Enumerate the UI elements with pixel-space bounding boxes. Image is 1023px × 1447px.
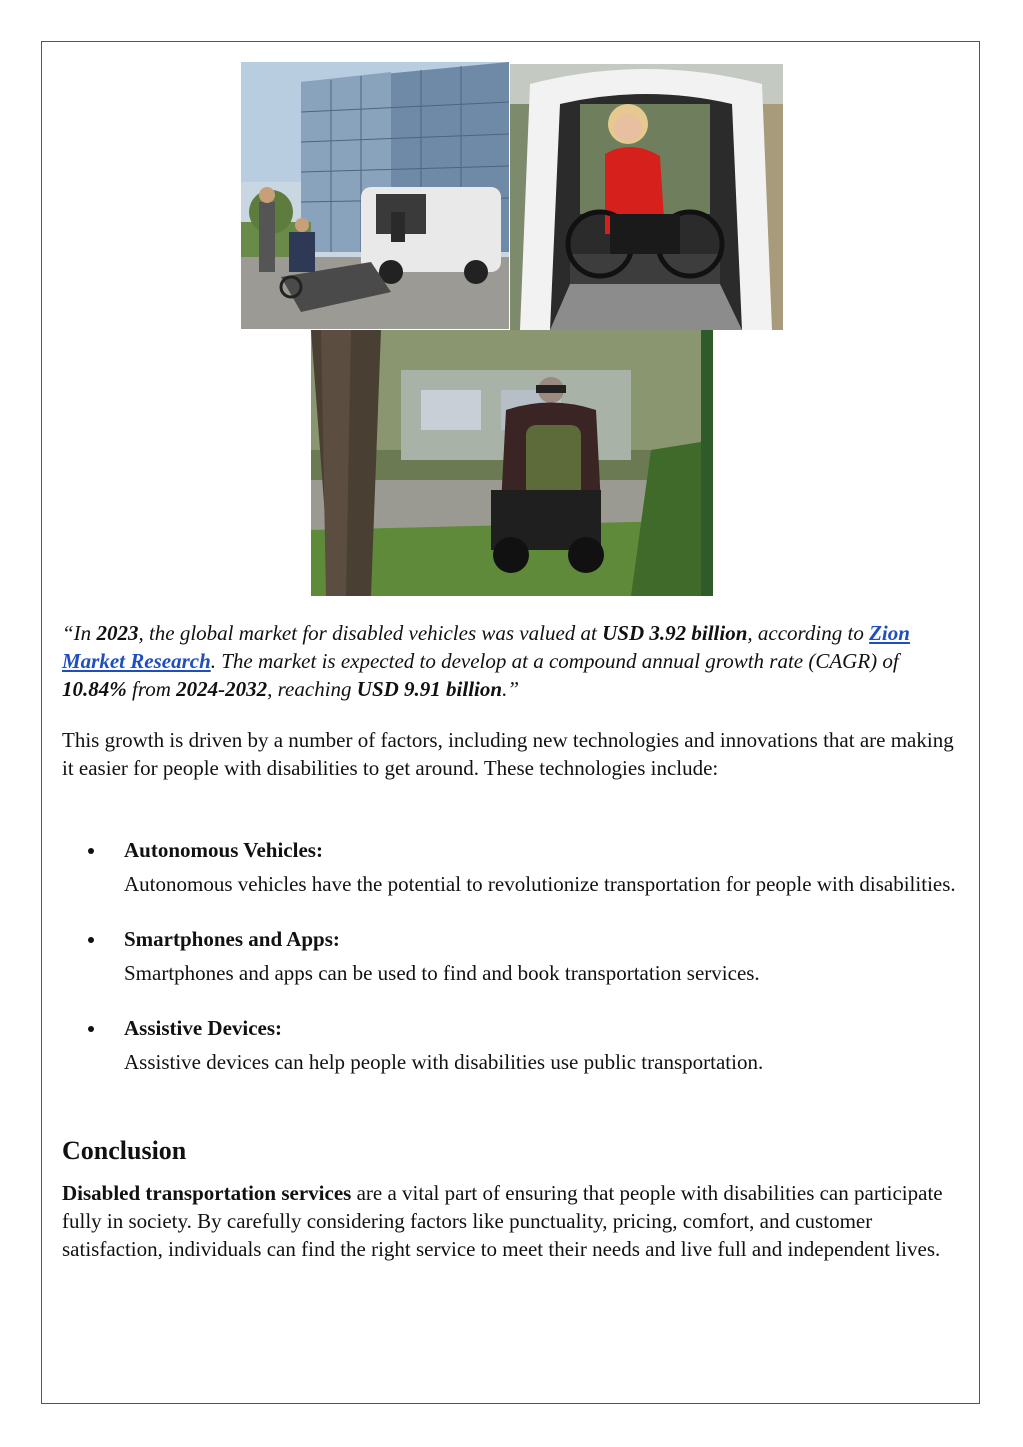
list-item-title: Smartphones and Apps:: [124, 927, 340, 951]
quote-year: 2023: [96, 621, 139, 645]
conclusion-heading: Conclusion: [62, 1136, 187, 1165]
list-item: [62, 1014, 967, 1076]
list-item-description: Smartphones and apps can be used to find and book transportation services.: [124, 961, 760, 985]
quote-period: 2024-2032: [176, 677, 268, 701]
bullet-icon: [88, 848, 94, 854]
van-ramp-photo: [241, 62, 509, 329]
list-item-title: Autonomous Vehicles:: [124, 838, 323, 862]
list-item: [62, 836, 967, 898]
list-item-description: Assistive devices can help people with disabilities use public transportation.: [124, 1050, 764, 1074]
car-rear-entry-photo: [510, 64, 783, 330]
quote-text: , reaching: [267, 677, 357, 701]
conclusion-paragraph: [62, 1179, 967, 1263]
zion-market-research-link[interactable]: Zion Market Research: [62, 621, 910, 673]
quote-text: “In: [62, 621, 97, 645]
power-wheelchair-park-icon: [311, 330, 713, 596]
quote-market-value-2032: USD 9.91 billion: [356, 677, 503, 701]
technology-list: [62, 836, 967, 1103]
intro-paragraph: This growth is driven by a number of factors, including new technologies and innovations that are making it easier for people with disabilities to get around. These technologies include:: [62, 728, 954, 780]
quote-text: . The market is expected to develop at a compound annual growth rate (CAGR) of: [210, 649, 899, 673]
conclusion-bold-lead: Disabled transportation services: [62, 1181, 352, 1205]
quote-cagr: 10.84%: [62, 677, 127, 701]
quote-text: , according to: [747, 621, 870, 645]
list-item: [62, 925, 967, 987]
quote-text: .”: [502, 677, 519, 701]
market-quote: [62, 619, 967, 703]
quote-market-value-2023: USD 3.92 billion: [602, 621, 748, 645]
quote-text: , the global market for disabled vehicles was valued at: [138, 621, 603, 645]
list-item-title: Assistive Devices:: [124, 1016, 283, 1040]
list-item-description: Autonomous vehicles have the potential to revolutionize transportation for people with disabilities.: [124, 872, 956, 896]
wheelchair-van-ramp-icon: [241, 62, 509, 329]
bullet-icon: [88, 937, 94, 943]
bullet-icon: [88, 1026, 94, 1032]
conclusion-text: are a vital part of ensuring that people with disabilities can participate fully in society. By carefully considering factors like punctuality, pricing, comfort, and customer satisfaction, individuals can find the right service to meet their needs and live full and independent lives.: [62, 1181, 943, 1261]
park-wheelchair-photo: [311, 330, 713, 596]
wheelchair-car-entry-icon: [510, 64, 783, 330]
quote-text: from: [126, 677, 177, 701]
